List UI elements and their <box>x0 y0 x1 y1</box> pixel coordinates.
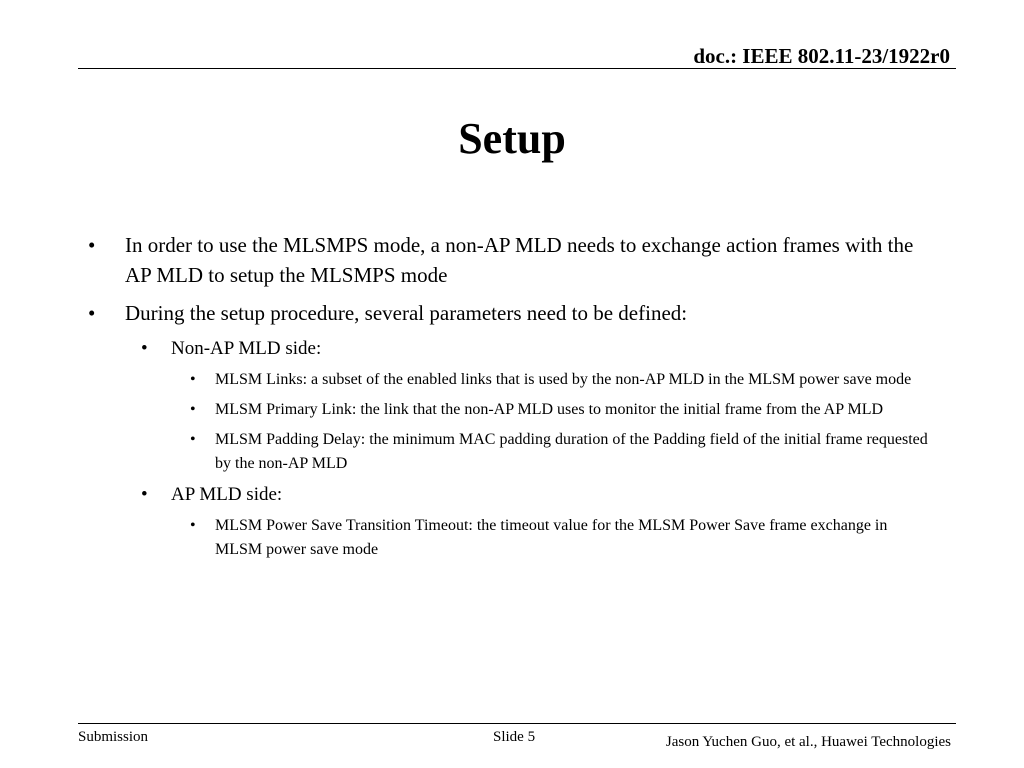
bullet-text: During the setup procedure, several parameters need to be defined: <box>125 301 688 325</box>
bullet-text: MLSM Power Save Transition Timeout: the timeout value for the MLSM Power Save frame exchange in MLSM power save mode <box>215 517 888 558</box>
bullet-marker: • <box>88 301 96 325</box>
bullet-marker: • <box>190 517 196 534</box>
bullet-text: MLSM Primary Link: the link that the non-AP MLD uses to monitor the initial frame from the AP MLD <box>215 401 884 418</box>
bullet-marker: • <box>141 338 148 359</box>
sub-sub-bullet-item <box>0 368 930 392</box>
bullet-text: AP MLD side: <box>171 484 283 505</box>
footer-author: Jason Yuchen Guo, et al., Huawei Technologies <box>665 734 951 750</box>
header-divider <box>78 68 956 69</box>
sub-bullet-item <box>0 482 931 508</box>
footer-divider <box>78 723 956 724</box>
bullet-marker: • <box>190 431 196 448</box>
bullet-item <box>0 298 935 328</box>
bullet-marker: • <box>141 484 148 505</box>
sub-sub-bullet-item <box>0 514 930 562</box>
sub-sub-bullet-item <box>0 428 930 476</box>
sub-bullet-item <box>0 336 931 362</box>
bullet-text: MLSM Links: a subset of the enabled links that is used by the non-AP MLD in the MLSM power save mode <box>215 371 912 388</box>
slide-title: Setup <box>458 114 566 163</box>
slide-body <box>0 230 1024 568</box>
bullet-marker: • <box>190 401 196 418</box>
bullet-item <box>0 230 935 290</box>
bullet-marker: • <box>190 371 196 388</box>
bullet-marker: • <box>88 233 96 257</box>
document-id: doc.: IEEE 802.11-23/1922r0 <box>693 44 950 68</box>
footer-slide-number: Slide 5 <box>493 729 536 745</box>
bullet-text: MLSM Padding Delay: the minimum MAC padding duration of the Padding field of the initial frame requested by the non-AP MLD <box>215 431 928 472</box>
bullet-text: In order to use the MLSMPS mode, a non-AP MLD needs to exchange action frames with the AP MLD to setup the MLSMPS mode <box>125 233 914 287</box>
footer-submission: Submission <box>78 729 149 745</box>
sub-sub-bullet-item <box>0 398 930 422</box>
bullet-text: Non-AP MLD side: <box>171 338 322 359</box>
